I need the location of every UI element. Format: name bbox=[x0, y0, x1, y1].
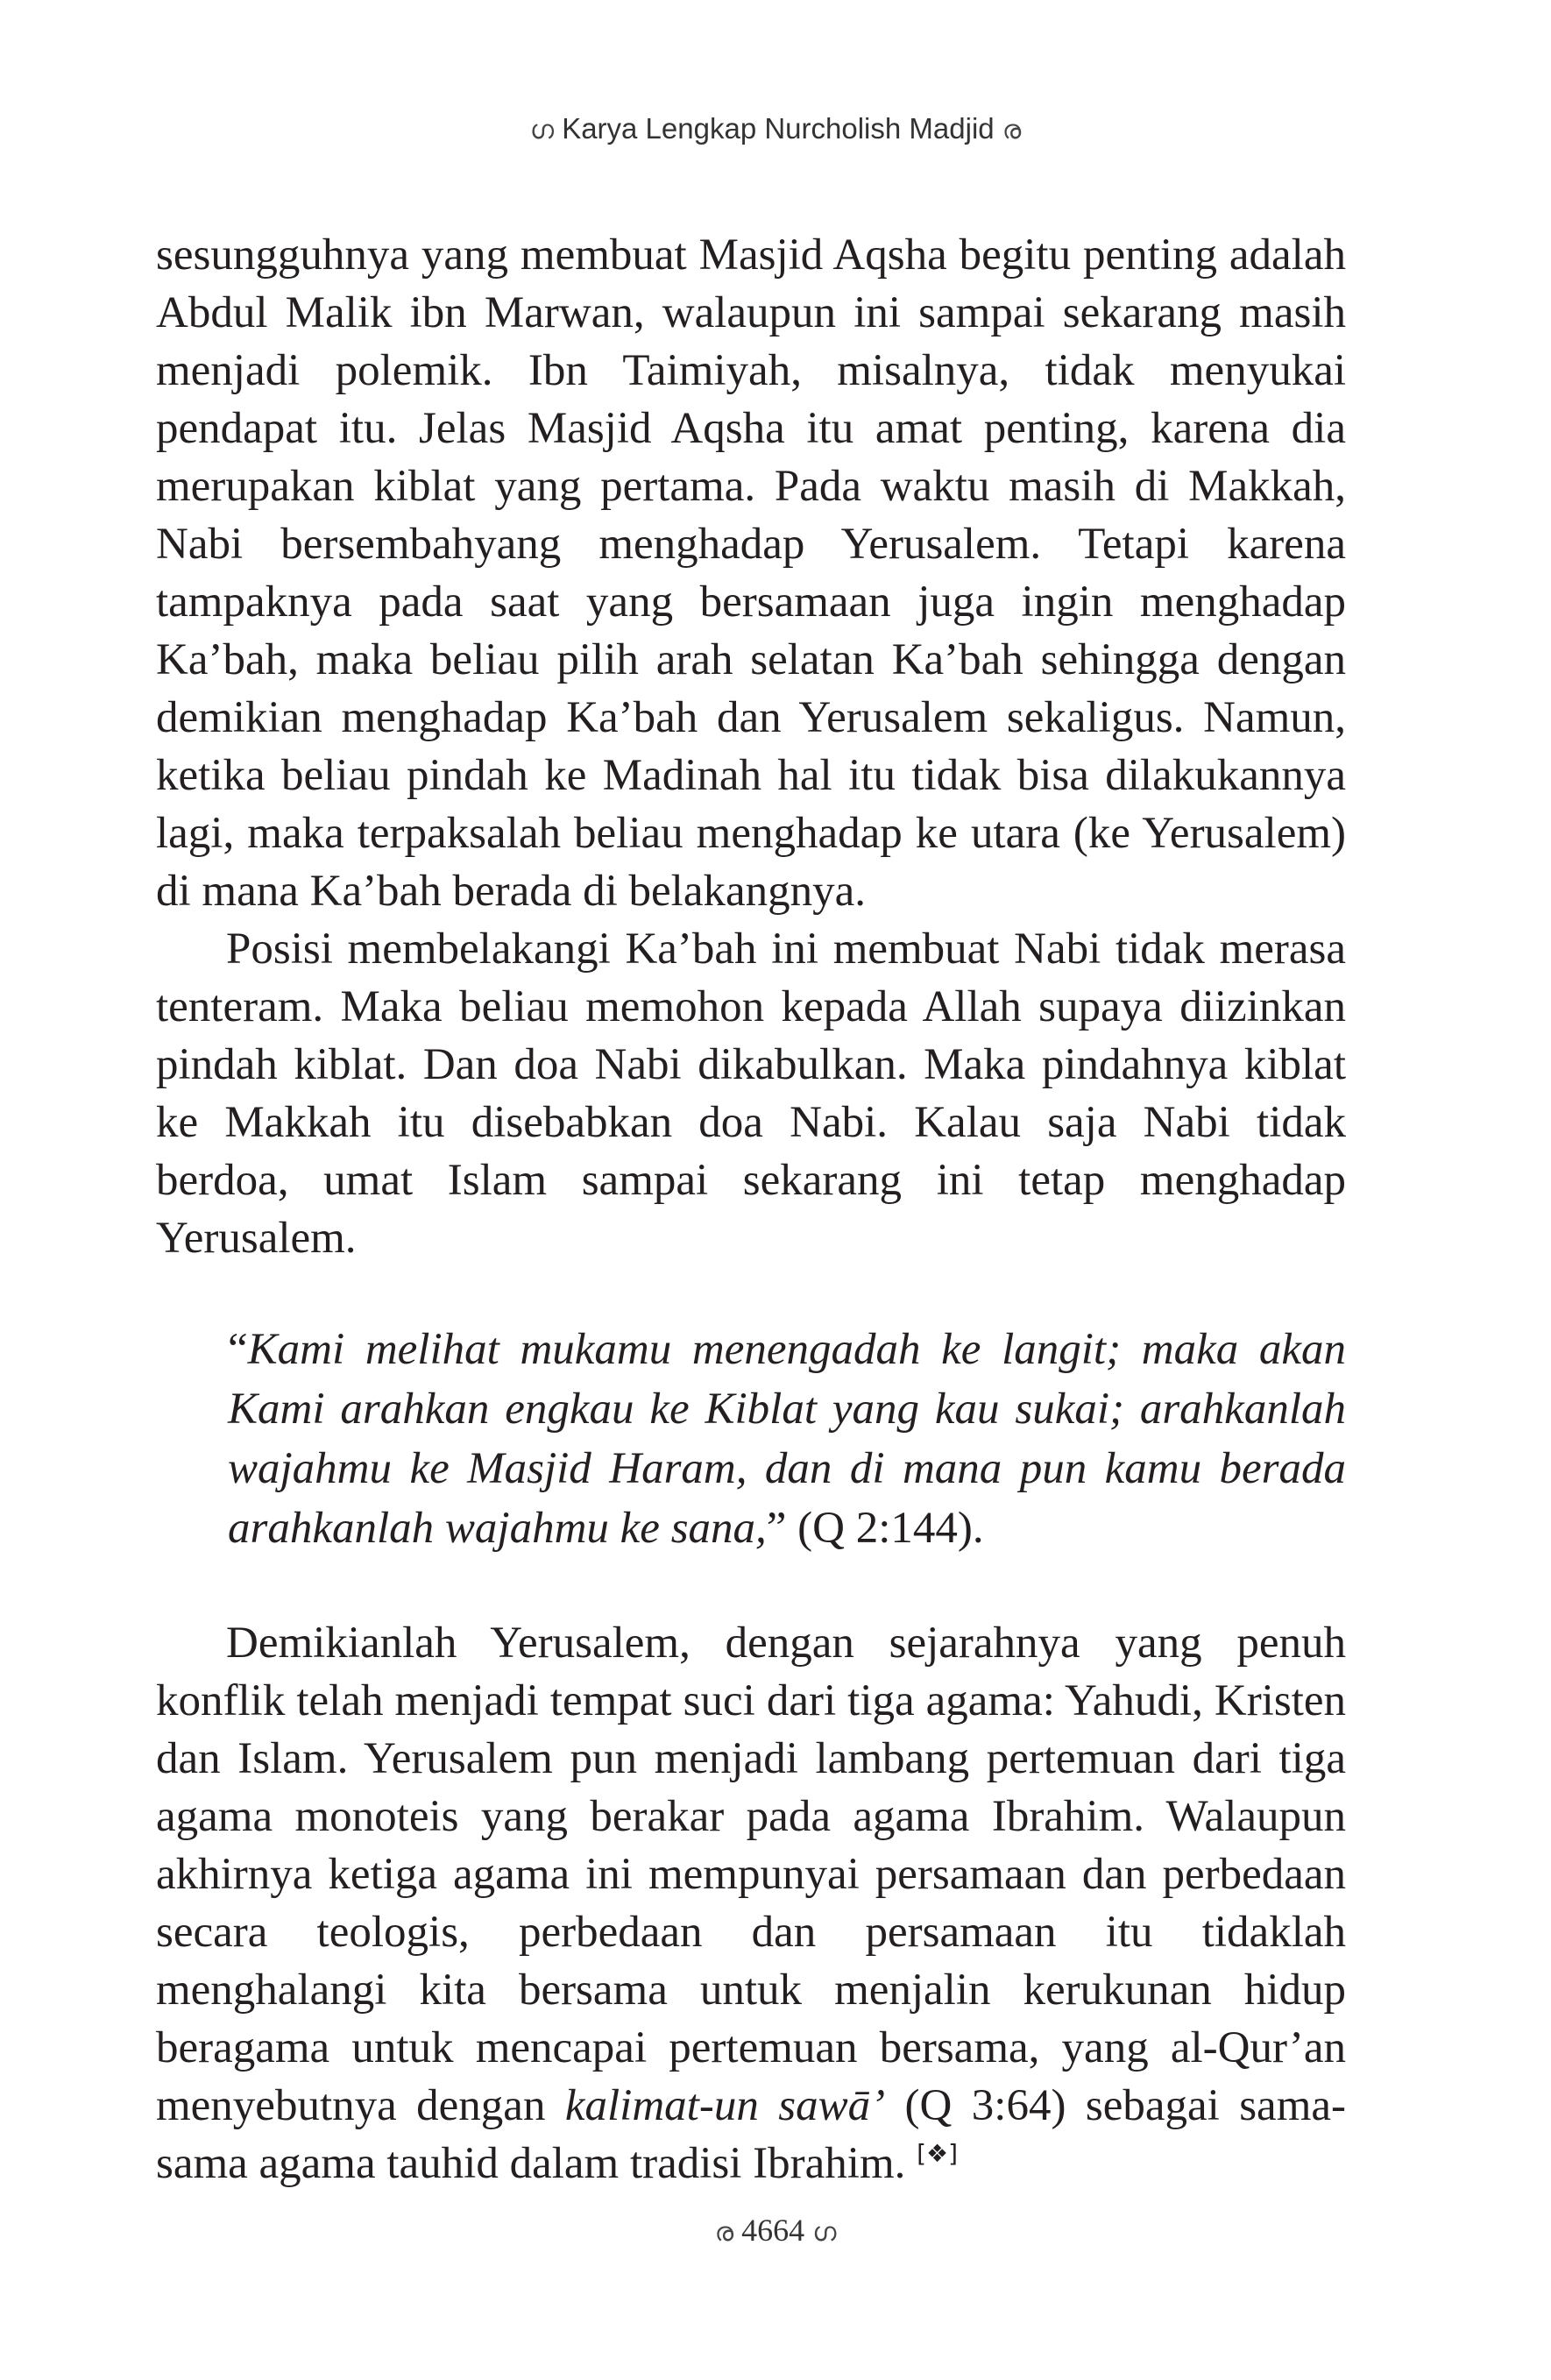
end-mark-icon: [❖] bbox=[917, 2139, 959, 2168]
right-ornament-icon: ര bbox=[1002, 115, 1022, 145]
page-number: 4664 bbox=[741, 2213, 805, 2248]
quran-quote bbox=[228, 1320, 1346, 1558]
paragraph-3-end: (Q 3:64) sebagai sama-sama agama tauhid dalam tradisi Ibrahim. bbox=[156, 2081, 1346, 2188]
quote-italic: Kami melihat mukamu menengadah ke langit; maka akan Kami arahkan engkau ke Kiblat yang kau sukai; arahkanlah wajahmu ke Masjid Haram, dan di mana pun kamu berada arahkanlah wajahmu ke sana, bbox=[228, 1325, 1346, 1553]
paragraph-3 bbox=[156, 1614, 1346, 2192]
paragraph-3-start: Demikianlah Yerusalem, dengan sejarahnya yang penuh konflik telah menjadi tempat suci dari tiga agama: Yahudi, Kristen dan Islam. Yerusalem pun menjadi lambang pertemuan dari tiga agama monoteis yang berakar pada agama Ibrahim. Walaupun akhirnya ketiga agama ini mempunyai persamaan dan perbedaan secara teologis, perbedaan dan persamaan itu tidaklah menghalangi kita bersama untuk menjalin kerukunan hidup beragama untuk mencapai pertemuan bersama, yang al-Qur’an menyebutnya dengan bbox=[156, 1619, 1346, 2130]
quote-close: ” (Q 2:144). bbox=[766, 1504, 984, 1553]
paragraph-2: Posisi membelakangi Ka’bah ini membuat Nabi tidak merasa tenteram. Maka beliau memohon kepada Allah supaya diizinkan pindah kiblat. Dan doa Nabi dikabulkan. Maka pindahnya kiblat ke Makkah itu disebabkan doa Nabi. Kalau saja Nabi tidak berdoa, umat Islam sampai sekarang ini tetap menghadap Yerusalem. bbox=[156, 924, 1346, 1263]
paragraph-1: sesungguhnya yang membuat Masjid Aqsha begitu penting adalah Abdul Malik ibn Marwan, walaupun ini sampai sekarang masih menjadi polemik. Ibn Taimiyah, misalnya, tidak menyukai pendapat itu. Jelas Masjid Aqsha itu amat penting, karena dia merupakan kiblat yang pertama. Pada waktu masih di Makkah, Nabi bersembahyang menghadap Yerusalem. Tetapi karena tampaknya pada saat yang bersamaan juga ingin menghadap Ka’bah, maka beliau pilih arah selatan Ka’bah sehingga dengan demikian menghadap Ka’bah dan Yerusalem sekaligus. Namun, ketika beliau pindah ke Madinah hal itu tidak bisa dilakukannya lagi, maka terpaksalah beliau menghadap ke utara (ke Yerusalem) di mana Ka’bah berada di belakangnya. bbox=[156, 230, 1346, 916]
quote-open: “ bbox=[228, 1325, 248, 1374]
book-title: Karya Lengkap Nurcholish Madjid bbox=[562, 112, 995, 145]
running-head bbox=[0, 112, 1551, 145]
left-ornament-icon: ഗ bbox=[529, 115, 555, 145]
footer-left-ornament-icon: ര bbox=[714, 2217, 734, 2248]
footer-right-ornament-icon: ഗ bbox=[812, 2217, 837, 2248]
main-text bbox=[156, 226, 1346, 2192]
paragraph-3-italic: kalimat-un sawā’ bbox=[564, 2081, 886, 2130]
page-footer bbox=[0, 2212, 1551, 2249]
